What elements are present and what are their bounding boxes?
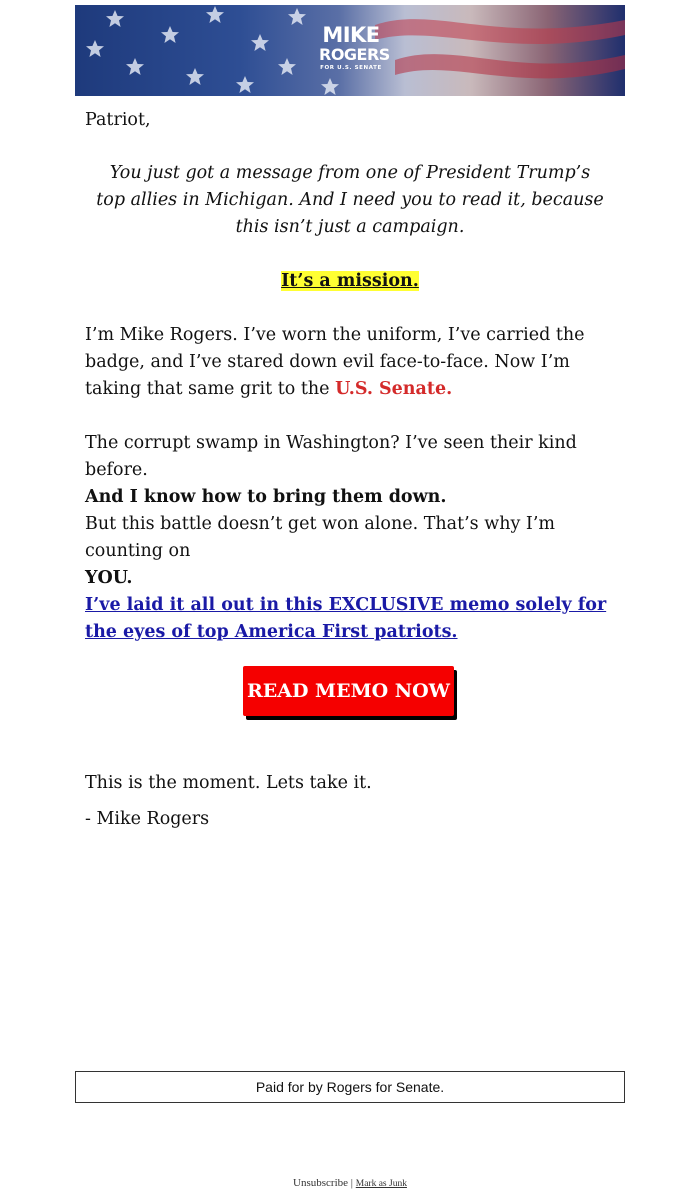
logo-line-name: MIKE bbox=[322, 23, 380, 47]
read-memo-button[interactable]: READ MEMO NOW bbox=[243, 666, 454, 716]
senate-highlight: U.S. Senate. bbox=[335, 379, 453, 399]
unsubscribe-link[interactable]: Unsubscribe bbox=[293, 1177, 349, 1189]
swamp-paragraph bbox=[85, 430, 615, 511]
header-banner bbox=[75, 5, 625, 96]
closing-line: This is the moment. Lets take it. bbox=[85, 773, 372, 793]
greeting: Patriot, bbox=[85, 110, 151, 130]
footer-separator: | bbox=[350, 1177, 353, 1189]
logo-line-office: FOR U.S. SENATE bbox=[320, 65, 382, 71]
signoff: - Mike Rogers bbox=[85, 809, 210, 829]
mission-highlight: It’s a mission. bbox=[281, 271, 419, 291]
email-footer-links bbox=[0, 1177, 700, 1189]
exclusive-memo-link[interactable]: I’ve laid it all out in this EXCLUSIVE memo solely for the eyes of top America First patriots. bbox=[85, 595, 607, 642]
logo-line-surname: ROGERS bbox=[319, 45, 390, 64]
battle-paragraph bbox=[85, 511, 615, 592]
you-bold-text: YOU. bbox=[85, 568, 133, 588]
battle-text: But this battle doesn’t get won alone. That’s why I’m counting on bbox=[85, 514, 555, 561]
mission-line bbox=[85, 268, 615, 295]
swamp-text: The corrupt swamp in Washington? I’ve seen their kind before. bbox=[85, 433, 577, 480]
intro-paragraph: You just got a message from one of President Trump’s top allies in Michigan. And I need you to read it, because this isn’t just a campaign. bbox=[96, 163, 604, 237]
bio-paragraph bbox=[85, 322, 615, 403]
mike-rogers-logo bbox=[319, 23, 390, 72]
bio-text: I’m Mike Rogers. I’ve worn the uniform, I’ve carried the badge, and I’ve stared down evil face-to-face. Now I’m taking that same grit to the bbox=[85, 325, 585, 399]
paid-for-disclaimer: Paid for by Rogers for Senate. bbox=[75, 1071, 625, 1103]
swamp-bold-text: And I know how to bring them down. bbox=[85, 487, 447, 507]
mark-as-junk-link[interactable]: Mark as Junk bbox=[355, 1179, 407, 1189]
